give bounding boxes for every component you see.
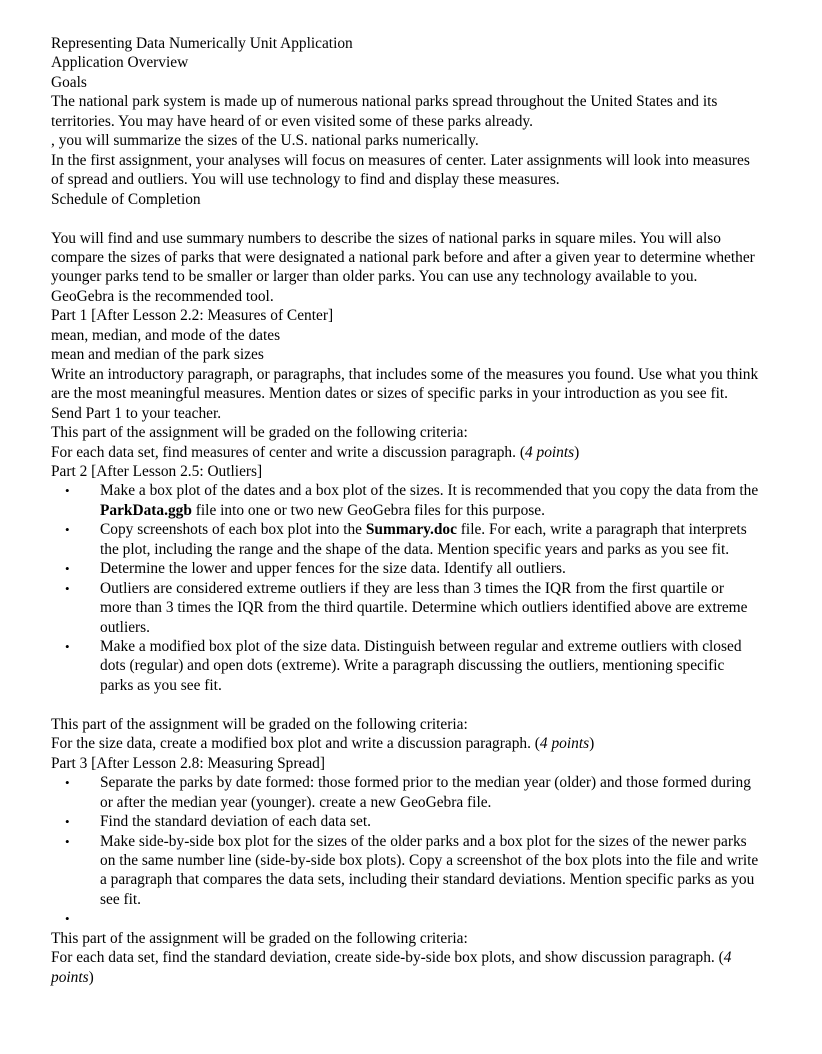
bullet-glyph: •	[65, 522, 70, 538]
document-title: Representing Data Numerically Unit Application	[51, 35, 353, 52]
part1-points: 4 points	[524, 443, 575, 461]
part3-bullet-2	[51, 812, 759, 831]
part2-bullet-2	[51, 520, 759, 559]
part3-bullet-list	[51, 773, 759, 929]
part1-criteria-end: )	[574, 443, 580, 461]
blank-line	[51, 695, 759, 714]
overview-heading: Application Overview	[51, 54, 189, 72]
part3-bullet-2-text: Find the standard deviation of each data set.	[100, 813, 371, 831]
part3-heading: Part 3 [After Lesson 2.8: Measuring Spread]	[51, 754, 325, 772]
bullet-glyph: •	[65, 580, 70, 596]
part3-bullet-1-text: Separate the parks by date formed: those formed prior to the median year (older) and those formed during or after the median year (younger). create a new GeoGebra file.	[100, 774, 751, 811]
part1-heading: Part 1 [After Lesson 2.2: Measures of Center]	[51, 307, 334, 325]
intro-paragraph: You will find and use summary numbers to describe the sizes of national parks in square miles. You will also compare the sizes of parks that were designated a national park before and after a given year to determine whether younger parks tend to be smaller or larger than older parks. You can use any technology available to you. GeoGebra is the recommended tool.	[51, 229, 755, 305]
goals-paragraph-2: , you will summarize the sizes of the U.S. national parks numerically.	[51, 132, 479, 150]
part3-criteria-end: )	[88, 968, 94, 986]
bullet-glyph: •	[65, 775, 70, 791]
part3-bullet-3	[51, 832, 759, 910]
bullet-glyph: •	[65, 483, 70, 499]
part1-send: Send Part 1 to your teacher.	[51, 404, 222, 422]
part2-bullet-5-text: Make a modified box plot of the size data. Distinguish between regular and extreme outliers with closed dots (regular) and open dots (extreme). Write a paragraph discussing the outliers, mentioning specific parks as you see fit.	[100, 638, 742, 694]
part2-bullet-4-text: Outliers are considered extreme outliers if they are less than 3 times the IQR from the first quartile or more than 3 times the IQR from the third quartile. Determine which outliers identified above are extreme outliers.	[100, 579, 748, 636]
schedule-heading: Schedule of Completion	[51, 190, 201, 208]
part2-points: 4 points	[539, 735, 590, 753]
part3-criteria-text: For each data set, find the standard deviation, create side-by-side box plots, and show discussion paragraph. (	[51, 949, 724, 967]
part2-criteria-end: )	[589, 735, 595, 753]
part1-paragraph: Write an introductory paragraph, or paragraphs, that includes some of the measures you found. Use what you think are the most meaningful measures. Mention dates or sizes of specific parks in your introduction as you see fit.	[51, 365, 759, 403]
bullet-glyph: •	[65, 639, 70, 655]
part2-bullet-1	[51, 481, 759, 520]
part3-points: 4 points	[51, 949, 732, 986]
goals-paragraph-1: The national park system is made up of numerous national parks spread throughout the United States and its territories. You may have heard of or even visited some of these parks already.	[51, 93, 718, 130]
bullet-glyph: •	[65, 814, 70, 830]
bullet-glyph: •	[65, 561, 70, 577]
part1-item-2: mean and median of the park sizes	[51, 346, 264, 364]
part1-graded: This part of the assignment will be graded on the following criteria:	[51, 424, 468, 442]
part2-graded: This part of the assignment will be graded on the following criteria:	[51, 715, 468, 733]
part2-bullet-1-pre: Make a box plot of the dates and a box plot of the sizes. It is recommended that you copy the data from the	[100, 482, 759, 500]
part2-bullet-2-pre: Copy screenshots of each box plot into the	[100, 521, 366, 539]
part3-graded: This part of the assignment will be graded on the following criteria:	[51, 929, 468, 947]
part2-bullet-5	[51, 637, 759, 695]
bullet-glyph: •	[65, 911, 70, 927]
part1-criteria-text: For each data set, find measures of center and write a discussion paragraph. (	[51, 443, 525, 461]
part2-bullet-3	[51, 559, 759, 578]
part2-bullet-1-post: file into one or two new GeoGebra files for this purpose.	[191, 501, 545, 519]
blank-line	[51, 209, 759, 228]
goals-paragraph-3: In the first assignment, your analyses will focus on measures of center. Later assignments will look into measures of spread and outliers. You will use technology to find and display these measures.	[51, 151, 750, 189]
part1-criteria	[51, 443, 759, 462]
parkdata-filename: ParkData.ggb	[100, 501, 192, 519]
part2-criteria-text: For the size data, create a modified box plot and write a discussion paragraph. (	[51, 735, 540, 753]
part2-bullet-2-post: file. For each, write a paragraph that interprets the plot, including the range and the shape of the data. Mention specific years and parks as you see fit.	[100, 521, 747, 558]
goals-heading: Goals	[51, 73, 87, 91]
part2-bullet-4	[51, 579, 759, 637]
part2-bullet-3-text: Determine the lower and upper fences for the size data. Identify all outliers.	[100, 560, 566, 578]
bullet-glyph: •	[65, 833, 70, 849]
summary-filename: Summary.doc	[365, 521, 457, 539]
part2-heading: Part 2 [After Lesson 2.5: Outliers]	[51, 462, 263, 480]
document-page	[51, 34, 759, 987]
part3-bullet-4	[51, 909, 759, 928]
part3-bullet-3-text: Make side-by-side box plot for the sizes of the older parks and a box plot for the sizes of the newer parks on the same number line (side-by-side box plots). Copy a screenshot of the box plots into the file and write a paragraph that compares the data sets, including their standard deviations. Mention specific parks as you see fit.	[100, 832, 759, 908]
part1-item-1: mean, median, and mode of the dates	[51, 326, 281, 344]
part2-criteria	[51, 734, 759, 753]
part3-bullet-1	[51, 773, 759, 812]
part2-bullet-list	[51, 481, 759, 695]
part3-criteria	[51, 948, 759, 987]
